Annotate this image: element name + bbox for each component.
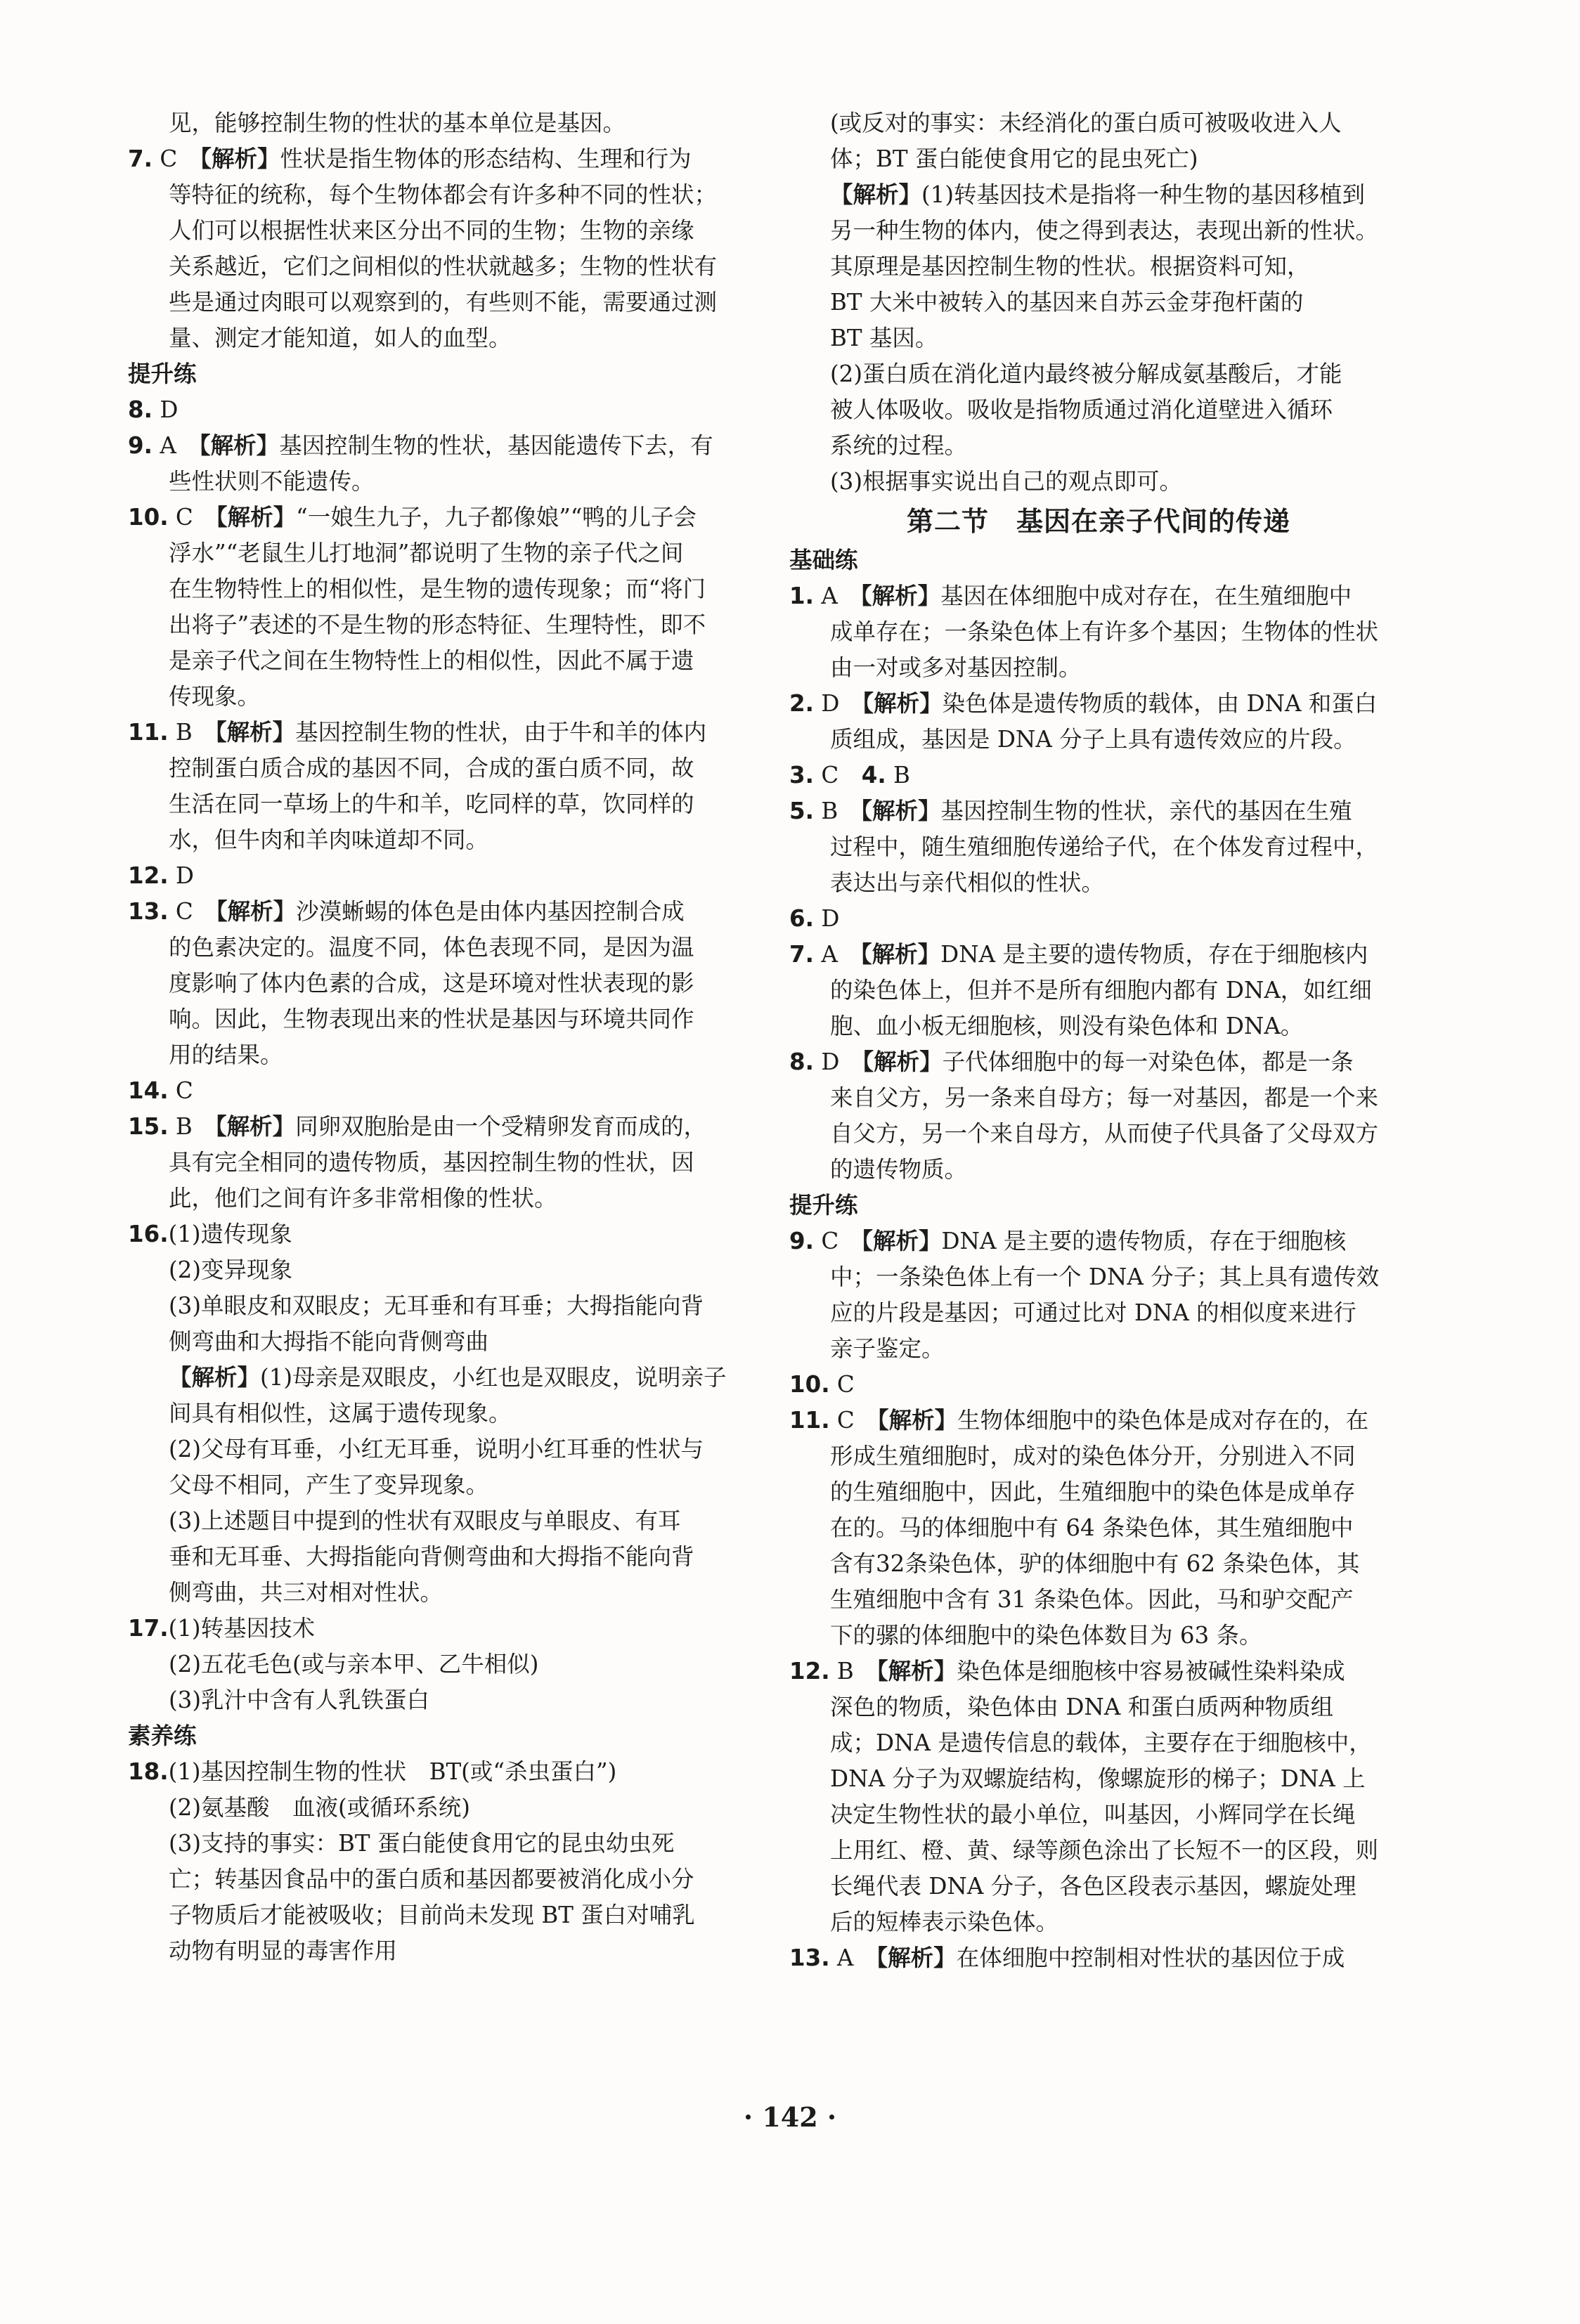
answer-item-10 [789,1367,1408,1403]
answer-choice: C [821,762,839,788]
item-number: 1. [789,583,814,609]
answer-item-10 [128,500,746,715]
text-line: 应的片段是基因；可通过比对 DNA 的相似度来进行 [830,1299,1356,1326]
text-line: (2)变异现象 [169,1257,293,1283]
section-heading-suyang: 素养练 [128,1722,197,1749]
item-number: 3. [789,762,814,788]
text-line: 动物有明显的毒害作用 [169,1937,398,1964]
answer-choice: C [821,1228,839,1254]
text-line: 基因控制生物的性状，亲代的基因在生殖 [940,798,1352,824]
text-line: 父母不相同，产生了变异现象。 [169,1472,489,1498]
answer-item-8 [128,392,746,428]
text-line: 子代体细胞中的每一对染色体，都是一条 [942,1049,1354,1075]
text-line: 关系越近，它们之间相似的性状就越多；生物的性状有 [169,253,718,280]
answer-choice: C [836,1407,855,1434]
text-line: (或反对的事实：未经消化的蛋白质可被吸收进入人 [830,110,1342,136]
text-line: (2)父母有耳垂，小红无耳垂，说明小红耳垂的性状与 [169,1436,704,1462]
text-line: 量、测定才能知道，如人的血型。 [169,325,512,351]
item-number: 10. [128,504,169,531]
answer-item-9 [789,1223,1408,1367]
text-line: 含有32条染色体，驴的体细胞中有 62 条染色体，其 [830,1550,1360,1577]
item-number: 8. [128,396,153,423]
item-number: 7. [789,941,814,968]
text-line: 具有完全相同的遗传物质，基因控制生物的性状，因 [169,1149,694,1176]
answer-item-1 [789,578,1408,686]
analysis-tag: 【解析】 [877,1407,958,1434]
answer-choice: D [160,396,179,423]
analysis-tag: 【解析】 [876,1658,957,1684]
answer-choice: C [175,504,193,531]
text-line: 基因控制生物的性状，基因能遗传下去，有 [279,432,713,459]
section-heading-tisheng: 提升练 [128,361,197,387]
answer-item-18 [128,1754,746,1969]
text-line: 染色体是细胞核中容易被碱性染料染成 [957,1658,1345,1684]
text-line: 来自父方，另一条来自母方；每一对基因，都是一个来 [830,1084,1379,1111]
text-line: 过程中，随生殖细胞传递给子代，在个体发育过程中， [830,833,1379,860]
answer-item-7 [128,141,746,356]
item-number: 2. [789,690,814,717]
text-line: 间具有相似性，这属于遗传现象。 [169,1400,512,1427]
text-line: 侧弯曲，共三对相对性状。 [169,1579,443,1606]
text-line: BT 大米中被转入的基因来自苏云金芽孢杆菌的 [830,289,1304,316]
item-number: 18. [128,1758,169,1785]
text-line: 的色素决定的。温度不同，体色表现不同，是因为温 [169,934,694,961]
text-line: 长绳代表 DNA 分子，各色区段表示基因，螺旋处理 [830,1873,1356,1900]
text-line: 等特征的统称，每个生物体都会有许多种不同的性状； [169,181,718,208]
text-line: 响。因此，生物表现出来的性状是基因与环境共同作 [169,1006,694,1032]
text-line: DNA 是主要的遗传物质，存在于细胞核内 [940,941,1368,968]
text-line: 下的骡的体细胞中的染色体数目为 63 条。 [830,1622,1262,1649]
answer-choice: C [175,1077,193,1104]
answer-choice: C [175,898,193,925]
item-number: 11. [789,1407,830,1434]
text-line: 基因在体细胞中成对存在，在生殖细胞中 [940,583,1352,609]
right-column [789,105,1408,1976]
answer-item-5 [789,793,1408,901]
text-line: DNA 是主要的遗传物质，存在于细胞核 [941,1228,1347,1254]
text-line: 出将子”表述的不是生物的形态特征、生理特性，即不 [169,611,706,638]
item-number: 16. [128,1221,169,1247]
item-number: 13. [128,898,169,925]
text-line: 的染色体上，但并不是所有细胞内都有 DNA，如红细 [830,977,1372,1004]
text-line: 在生物特性上的相似性，是生物的遗传现象；而“将门 [169,576,706,602]
item-number: 6. [789,905,814,932]
text-line: 垂和无耳垂、大拇指能向背侧弯曲和大拇指不能向背 [169,1543,694,1570]
text-line: 染色体是遗传物质的载体，由 DNA 和蛋白 [942,690,1378,717]
section-heading-jichu: 基础练 [789,547,858,573]
analysis-tag: 【解析】 [169,1364,261,1391]
section-heading-tisheng: 提升练 [789,1192,858,1219]
answer-choice: B [175,719,193,746]
text-line: 由一对或多对基因控制。 [830,654,1082,681]
text-line: 中；一条染色体上有一个 DNA 分子；其上具有遗传效 [830,1264,1380,1290]
text-line: 子物质后才能被吸收；目前尚未发现 BT 蛋白对哺乳 [169,1902,695,1928]
text-line: (3)根据事实说出自己的观点即可。 [830,468,1183,495]
text-line: 后的短棒表示染色体。 [830,1909,1059,1935]
text-line: 生活在同一草场上的牛和羊，吃同样的草，饮同样的 [169,791,694,817]
item-number: 14. [128,1077,169,1104]
text-line: 生殖细胞中含有 31 条染色体。因此，马和驴交配产 [830,1586,1354,1613]
text-line: 沙漠蜥蜴的体色是由体内基因控制合成 [296,898,685,925]
text-line: 胞、血小板无细胞核，则没有染色体和 DNA。 [830,1013,1304,1039]
answer-item-14 [128,1073,746,1109]
text-line: 此，他们之间有许多非常相像的性状。 [169,1185,557,1212]
answer-item-12 [128,858,746,894]
analysis-tag: 【解析】 [862,690,943,717]
analysis-tag: 【解析】 [860,583,941,609]
analysis-tag: 【解析】 [216,898,297,925]
analysis-tag: 【解析】 [861,1228,942,1254]
text-line: 深色的物质，染色体由 DNA 和蛋白质两种物质组 [830,1694,1334,1720]
item-number: 13. [789,1945,830,1971]
text-line: 被人体吸收。吸收是指物质通过消化道壁进入循环 [830,396,1333,423]
analysis-tag: 【解析】 [215,719,296,746]
text-line: (2)五花毛色(或与亲本甲、乙牛相似) [169,1651,539,1677]
answer-choice: C [160,145,178,172]
text-line: 成单存在；一条染色体上有许多个基因；生物体的性状 [830,618,1379,645]
answer-choice: B [175,1113,193,1140]
item-number: 7. [128,145,153,172]
text-line: 亡；转基因食品中的蛋白质和基因都要被消化成小分 [169,1866,694,1893]
answer-choice: A [821,941,838,968]
text-line: 些是通过肉眼可以观察到的，有些则不能，需要通过测 [169,289,718,316]
text-line: 水，但牛肉和羊肉味道却不同。 [169,826,489,853]
answer-choice: D [821,1049,840,1075]
answer-item-11 [128,715,746,858]
text-line: 些性状则不能遗传。 [169,468,375,495]
text-line: 上用红、橙、黄、绿等颜色涂出了长短不一的区段，则 [830,1837,1379,1864]
answer-item-8 [789,1044,1408,1188]
analysis-tag: 【解析】 [830,181,922,208]
text-line: “一娘生九子，九子都像娘”“鸭的儿子会 [296,504,697,531]
text-line: 传现象。 [169,683,261,710]
answer-choice: C [836,1371,855,1398]
text-line: 见，能够控制生物的性状的基本单位是基因。 [169,110,626,136]
analysis-tag: 【解析】 [862,1049,943,1075]
text-line: 生物体细胞中的染色体是成对存在的，在 [957,1407,1369,1434]
item-number: 12. [789,1658,830,1684]
text-line: 的遗传物质。 [830,1156,968,1183]
item-number: 10. [789,1371,830,1398]
item-number: 9. [128,432,153,459]
text-line: 用的结果。 [169,1041,283,1068]
text-line: 人们可以根据性状来区分出不同的生物；生物的亲缘 [169,217,694,244]
analysis-tag: 【解析】 [876,1945,957,1971]
text-line: (1)转基因技术是指将一种生物的基因移植到 [921,181,1366,208]
text-line: (3)单眼皮和双眼皮；无耳垂和有耳垂；大拇指能向背 [169,1292,704,1319]
text-line: 控制蛋白质合成的基因不同，合成的蛋白质不同，故 [169,755,694,781]
answer-item-6 [789,901,1408,937]
answer-item-16 [128,1216,746,1611]
text-line: 在的。马的体细胞中有 64 条染色体，其生殖细胞中 [830,1514,1354,1541]
text-line: (1)遗传现象 [168,1221,292,1247]
answer-item-7 [789,937,1408,1044]
answer-choice: D [821,690,840,717]
text-line: 体；BT 蛋白能使食用它的昆虫死亡) [830,145,1198,172]
text-line: 另一种生物的体内，使之得到表达，表现出新的性状。 [830,217,1379,244]
item-number: 8. [789,1049,814,1075]
answer-item-2 [789,686,1408,758]
text-line: BT 基因。 [830,325,938,351]
analysis-tag: 【解析】 [216,504,297,531]
answer-item-15 [128,1109,746,1216]
text-line: 同卵双胞胎是由一个受精卵发育而成的， [295,1113,707,1140]
answer-choice: A [821,583,838,609]
text-line: 亲子鉴定。 [830,1335,945,1362]
answer-choice: D [175,862,194,889]
answer-item-12 [789,1654,1408,1940]
text-line: (1)母亲是双眼皮，小红也是双眼皮，说明亲子 [260,1364,727,1391]
item-number: 4. [861,762,886,788]
answer-choice: D [821,905,840,932]
text-line: 质组成，基因是 DNA 分子上具有遗传效应的片段。 [830,726,1356,753]
text-line: (2)蛋白质在消化道内最终被分解成氨基酸后，才能 [830,361,1342,387]
answer-item-11 [789,1403,1408,1654]
text-line: 决定生物性状的最小单位，叫基因，小辉同学在长绳 [830,1801,1356,1828]
text-line: (3)上述题目中提到的性状有双眼皮与单眼皮、有耳 [169,1507,681,1534]
text-line: 的生殖细胞中，因此，生殖细胞中的染色体是成单存 [830,1479,1356,1505]
text-line: 基因控制生物的性状，由于牛和羊的体内 [295,719,707,746]
text-line: (1)基因控制生物的性状 BT(或“杀虫蛋白”) [168,1758,617,1785]
answer-item-3-4 [789,758,1408,793]
analysis-tag: 【解析】 [200,145,280,172]
text-line: 成；DNA 是遗传信息的载体，主要存在于细胞核中， [830,1729,1372,1756]
text-line: (2)氨基酸 血液(或循环系统) [169,1794,470,1821]
answer-item-13 [128,894,746,1073]
item-number: 15. [128,1113,169,1140]
text-line: 侧弯曲和大拇指不能向背侧弯曲 [169,1328,489,1355]
item-number: 5. [789,798,814,824]
text-line: (1)转基因技术 [168,1615,316,1642]
answer-choice: A [160,432,176,459]
analysis-tag: 【解析】 [215,1113,296,1140]
text-line: 形成生殖细胞时，成对的染色体分开，分别进入不同 [830,1443,1356,1469]
answer-item-17 [128,1611,746,1718]
item-number: 11. [128,719,169,746]
answer-choice: B [821,798,838,824]
answer-choice: B [893,762,910,788]
left-column [128,105,746,1969]
answer-choice: A [836,1945,854,1971]
text-line: 表达出与亲代相似的性状。 [830,869,1105,896]
text-line: 度影响了体内色素的合成，这是环境对性状表现的影 [169,970,694,997]
text-line: 性状是指生物体的形态结构、生理和行为 [280,145,692,172]
answer-choice: B [836,1658,854,1684]
answer-item-9 [128,428,746,500]
item-number: 12. [128,862,169,889]
text-line: (3)乳汁中含有人乳铁蛋白 [169,1687,430,1713]
chapter-title: 第二节 基因在亲子代间的传递 [906,506,1290,537]
text-line: 其原理是基因控制生物的性状。根据资料可知， [830,253,1310,280]
analysis-tag: 【解析】 [860,798,941,824]
answer-item-13 [789,1940,1408,1976]
item-number: 17. [128,1615,169,1642]
text-line: 是亲子代之间在生物特性上的相似性，因此不属于遗 [169,647,694,674]
text-line: 自父方，另一个来自母方，从而使子代具备了父母双方 [830,1120,1379,1147]
text-line: (3)支持的事实：BT 蛋白能使食用它的昆虫幼虫死 [169,1830,675,1857]
page-number: · 142 · [743,2101,837,2133]
text-line: 在体细胞中控制相对性状的基因位于成 [956,1945,1345,1971]
analysis-tag: 【解析】 [860,941,941,968]
item-number: 9. [789,1228,814,1254]
analysis-tag: 【解析】 [199,432,280,459]
text-line: DNA 分子为双螺旋结构，像螺旋形的梯子；DNA 上 [830,1765,1366,1792]
text-line: 系统的过程。 [830,432,968,459]
text-line: 浮水”“老鼠生儿打地洞”都说明了生物的亲子代之间 [169,540,684,566]
